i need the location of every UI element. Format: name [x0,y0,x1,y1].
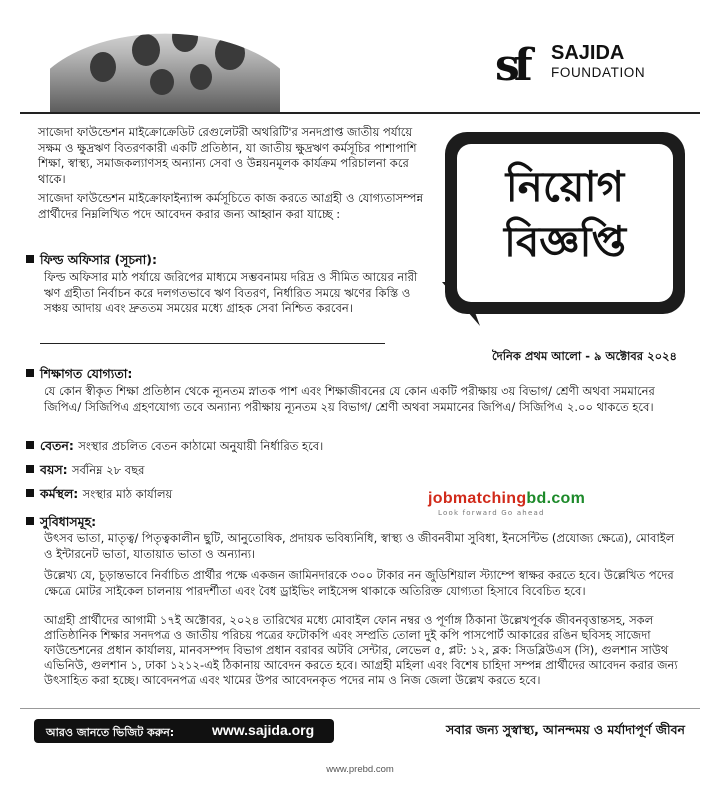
intro [38,125,438,226]
age-label: বয়স: [40,462,68,477]
education-heading [26,366,132,386]
position-title: ফিল্ড অফিসার (সূচনা): [40,252,157,267]
watermark-part-1: jobmatching [428,490,527,507]
workplace-label: কর্মস্থল: [40,486,79,501]
watermark [428,490,585,508]
workplace-value: সংস্থার মাঠ কার্যালয় [82,487,173,501]
intro-paragraph-1: সাজেদা ফাউন্ডেশন মাইক্রোক্রেডিট রেগুলেটরী অথরিটি'র সনদপ্রাপ্ত জাতীয় পর্যায়ে সক্ষম ও ক্ষুদ্রঋণ বিতরণকারী একটি প্রতিষ্ঠান, যা জাতীয় ক্ষুদ্রঋণ কর্মসূচির পাশাপাশি শিক্ষা, স্বাস্থ্য, সমাজকল্যাণসহ অন্যান্য সেবা ও উন্নয়নমূলক কার্যক্রম পরিচালনা করে থাকে। [38,125,417,186]
benefits-title: সুবিধাসমূহ: [40,514,97,529]
tagline: সবার জন্য সুস্বাস্থ্য, আনন্দময় ও মর্যাদাপূর্ণ জীবন [446,722,685,737]
header [20,12,700,112]
benefits-paragraph-1: উৎসব ভাতা, মাতৃত্ব/ পিতৃত্বকালীন ছুটি, আনুতোষিক, প্রদায়ক ভবিষ্যনিধি, স্বাস্থ্য ও জীবনবীমা সুবিধা, ইনসেন্টিভ (প্রযোজ্য ক্ষেত্রে), মোবাইল ও ইন্টারনেট ভাতা, যাতায়াত ভাতা ও অন্যান্য। [44,531,675,561]
salary-row [26,438,323,458]
bullet-icon [26,441,34,449]
header-photo [50,14,280,112]
visit-label: আরও জানতে ভিজিট করুন: [46,726,175,739]
workplace-row [26,486,172,506]
visit-banner [34,719,334,743]
logo-mark: sf [495,40,527,91]
logo-name: SAJIDA [551,42,625,64]
title-line-1: নিয়োগ [505,162,625,211]
publication-source: দৈনিক প্রথম আলো - ৯ অক্টোবর ২০২৪ [492,349,677,363]
header-divider [20,112,700,114]
website-link[interactable]: www.sajida.org [212,722,315,738]
sajida-logo [495,36,670,96]
intro-paragraph-2: সাজেদা ফাউন্ডেশন মাইক্রোফাইন্যান্স কর্মসূচিতে কাজ করতে আগ্রহী ও যোগ্যতাসম্পন্ন প্রার্থীদের নিম্নলিখিত পদে আবেদন করার জন্য আহ্বান করা যাচ্ছে : [38,191,424,221]
benefits-paragraph-2: উল্লেখ্য যে, চূড়ান্তভাবে নির্বাচিত প্রার্থীর পক্ষে একজন জামিনদারকে ৩০০ টাকার নন জুডিশিয়াল স্ট্যাম্পে স্বাক্ষর করতে হবে। উল্লেখিত পদের ক্ষেত্রে মোটর সাইকেল চালনায় পারদর্শীতা এবং বৈধ ড্রাইভিং লাইসেন্স থাকাকে অতিরিক্ত যোগ্যতা হিসাবে বিবেচিত হবে। [44,568,674,598]
bullet-icon [26,465,34,473]
age-row [26,462,144,482]
bullet-icon [26,255,34,263]
watermark-part-2: bd.com [526,490,586,507]
education-title: শিক্ষাগত যোগ্যতা: [40,366,133,381]
title-line-2: বিজ্ঞপ্তি [503,217,627,266]
section-divider [40,343,385,344]
watermark-slogan: Look forward Go ahead [438,509,545,517]
bullet-icon [26,517,34,525]
salary-value: সংস্থার প্রচলিত বেতন কাঠামো অনুযায়ী নির্ধারিত হবে। [78,439,324,453]
position-heading [26,252,157,272]
position-description: ফিল্ড অফিসার মাঠ পর্যায়ে জরিপের মাধ্যমে সম্ভবনাময় দরিদ্র ও সীমিত আয়ের নারী ঋণ গ্রহীতা নির্বাচন করে দলগতভাবে ঋণ বিতরণ, নির্ধারিত সময়ে ঋণের কিস্তি ও সঞ্চয় আদায় এবং দ্রুততম সময়ের মধ্যে গ্রাহক সেবা নিশ্চিত করবেন। [44,270,418,315]
age-value: সর্বনিম্ন ২৮ বছর [71,463,145,477]
logo-sub: FOUNDATION [551,65,646,80]
footer-divider [20,708,700,709]
salary-label: বেতন: [40,438,74,453]
bullet-icon [26,369,34,377]
job-circular [20,12,700,782]
bullet-icon [26,489,34,497]
benefits-paragraph-3: আগ্রহী প্রার্থীদের আগামী ১৭ই অক্টোবর, ২০২৪ তারিখের মধ্যে মোবাইল ফোন নম্বর ও পূর্ণাঙ্গ ঠিকানা উল্লেখপূর্বক জীবনবৃত্তান্তসহ, সকল প্রাতিষ্ঠানিক শিক্ষার সনদপত্র ও জাতীয় পরিচয় পত্রের ফটোকপি এবং সম্প্রতি তোলা দুই কপি পাসপোর্ট আকারের রঙিন ছবিসহ সাজেদা ফাউন্ডেশনের প্রধান কার্যালয়, মানবসম্পদ বিভাগ প্রধান বরাবর অটবি সেন্টার, লেভেল ৫, প্লট: ১২, ব্লক: সিডব্লিউএস (সি), গুলশান সাউথ এভিনিউ, গুলশান ১, ঢাকা ১২১২-এই ঠিকানায় আবেদন করতে হবে। আগ্রহী মহিলা এবং বিশেষ চাহিদা সম্পন্ন প্রার্থীদের আবেদন করার জন্য উৎসাহিত করা হচ্ছে। আবেদনপত্র এবং খামের উপর আবেদনকৃত পদের নাম ও নিজ জেলা উল্লেখ করতে হবে। [44,613,678,687]
education-description: যে কোন স্বীকৃত শিক্ষা প্রতিষ্ঠান থেকে ন্যূনতম স্নাতক পাশ এবং শিক্ষাজীবনের যে কোন একটি পরীক্ষায় ৩য় বিভাগ/ শ্রেণী অথবা সমমানের জিপিএ/ সিজিপিএ গ্রহণযোগ্য তবে অন্যান্য পরীক্ষায় ন্যূনতম ২য় বিভাগ/ শ্রেণী অথবা সমমানের জিপিএ/ সিজিপিএ ২.০০ থাকতে হবে। [44,384,655,414]
source-credit[interactable]: www.prebd.com [326,764,394,775]
